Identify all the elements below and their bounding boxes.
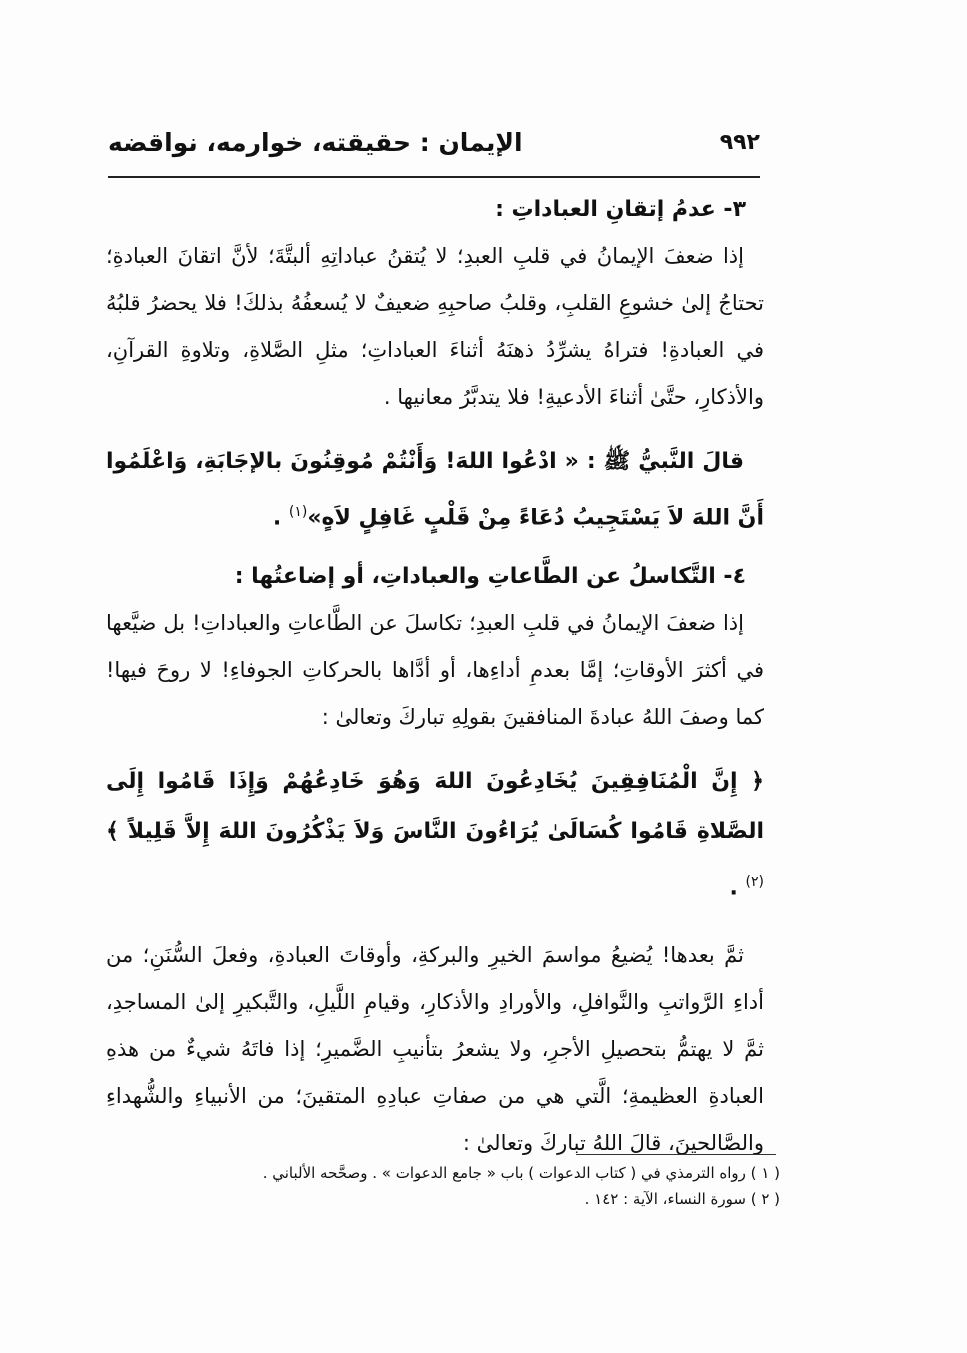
section-heading-3: ٣- عدمُ إتقانِ العباداتِ : xyxy=(495,197,746,222)
hadith-quote: قالَ النَّبيُّ ﷺ : « ادْعُوا اللهَ! وَأَنْتُمْ مُوقِنُونَ بالإجَابَةِ، وَاعْلَمُوا أَنَّ اللهَ لاَ يَسْتَجِيبُ دُعَاءً مِنْ قَلْبٍ غَافِلٍ لاَهٍ»$^{(١)}$ . xyxy=(106,449,764,531)
quran-verse: ﴿ إِنَّ الْمُنَافِقِينَ يُخَادِعُونَ اللهَ وَهُوَ خَادِعُهُمْ وَإِذَا قَامُوا إِلَى الصَّلاةِ قَامُوا كُسَالَىٰ يُرَاءُونَ النَّاسَ وَلاَ يَذْكُرُونَ اللهَ إِلاَّ قَلِيلاً ﴾$^{(٢)}$ . xyxy=(106,769,764,901)
section-3-paragraph: إذا ضعفَ الإيمانُ في قلبِ العبدِ؛ لا يُتقنُ عباداتِهِ ألبتَّةَ؛ لأنَّ اتقانَ العبادةِ؛ تحتاجُ إلىٰ خشوعِ القلبِ، وقلبُ صاحبِهِ ضعيفٌ لا يُسعفُهُ بذلكَ! فلا يحضرُ قلبُهُ في العبادةِ! فتراهُ يشرِّدُ ذهنَهُ أثناءَ العباداتِ؛ مثلِ الصَّلاةِ، وتلاوةِ القرآنِ، والأذكارِ، حتَّىٰ أثناءَ الأدعيةِ! فلا يتدبَّرُ معانيها . xyxy=(106,244,764,409)
footnote-2: ( ٢ ) سورة النساء، الآية : ١٤٢ . xyxy=(584,1190,780,1208)
header-divider xyxy=(108,176,760,178)
footnote-1: ( ١ ) رواه الترمذي في ( كتاب الدعوات ) باب « جامع الدعوات » . وصحَّحه الألباني . xyxy=(262,1164,780,1182)
footnotes xyxy=(180,1160,780,1212)
section-heading-4: ٤- التَّكاسلُ عن الطَّاعاتِ والعباداتِ، أو إضاعتُها : xyxy=(234,564,746,590)
section-4-paragraph: إذا ضعفَ الإيمانُ في قلبِ العبدِ؛ تكاسلَ عن الطَّاعاتِ والعباداتِ! بل ضيَّعها في أكثرَ الأوقاتِ؛ إمَّا بعدمِ أداءِها، أو أدَّاها بالحركاتِ الجوفاءِ! لا روحَ فيها! كما وصفَ اللهُ عبادةَ المنافقينَ بقولِهِ تباركَ وتعالىٰ : xyxy=(106,611,764,730)
section-4-paragraph-2: ثمَّ بعدها! يُضيعُ مواسمَ الخيرِ والبركةِ، وأوقاتَ العبادةِ، وفعلَ السُّنَنِ؛ من أداءِ الرَّواتبِ والنَّوافلِ، والأورادِ والأذكارِ، وقيامِ اللَّيلِ، والتَّبكيرِ إلىٰ المساجدِ، ثمَّ لا يهتمُّ بتحصيلِ الأجرِ، ولا يشعرُ بتأنيبِ الضَّميرِ؛ إذا فاتَهُ شيءٌ من هذهِ العبادةِ العظيمةِ؛ الَّتي هي من صفاتِ عبادِهِ المتقينَ؛ من الأنبياءِ والشُّهداءِ والصَّالحينَ، قالَ اللهُ تباركَ وتعالىٰ : xyxy=(106,942,764,1155)
quran-text: ﴿ إِنَّ الْمُنَافِقِينَ يُخَادِعُونَ اللهَ وَهُوَ خَادِعُهُمْ وَإِذَا قَامُوا إِلَى الصَّلاةِ قَامُوا كُسَالَىٰ يُرَاءُونَ النَّاسَ وَلاَ يَذْكُرُونَ اللهَ إِلاَّ قَلِيلاً ﴾ xyxy=(106,769,764,845)
page-body xyxy=(106,186,764,1183)
footnote-ref-2: (٢) xyxy=(745,874,764,891)
page-number: ٩٩٢ xyxy=(719,130,760,155)
footnote-divider xyxy=(576,1154,776,1155)
footnote-ref-1: (١) xyxy=(288,504,308,520)
running-title: الإيمان : حقيقته، خوارمه، نواقضه xyxy=(108,128,523,157)
page-header xyxy=(108,128,760,174)
hadith-text: قالَ النَّبيُّ ﷺ : « ادْعُوا اللهَ! وَأَنْتُمْ مُوقِنُونَ بالإجَابَةِ، وَاعْلَمُوا أَنَّ اللهَ لاَ يَسْتَجِيبُ دُعَاءً مِنْ قَلْبٍ غَافِلٍ لاَهٍ» xyxy=(106,449,764,531)
